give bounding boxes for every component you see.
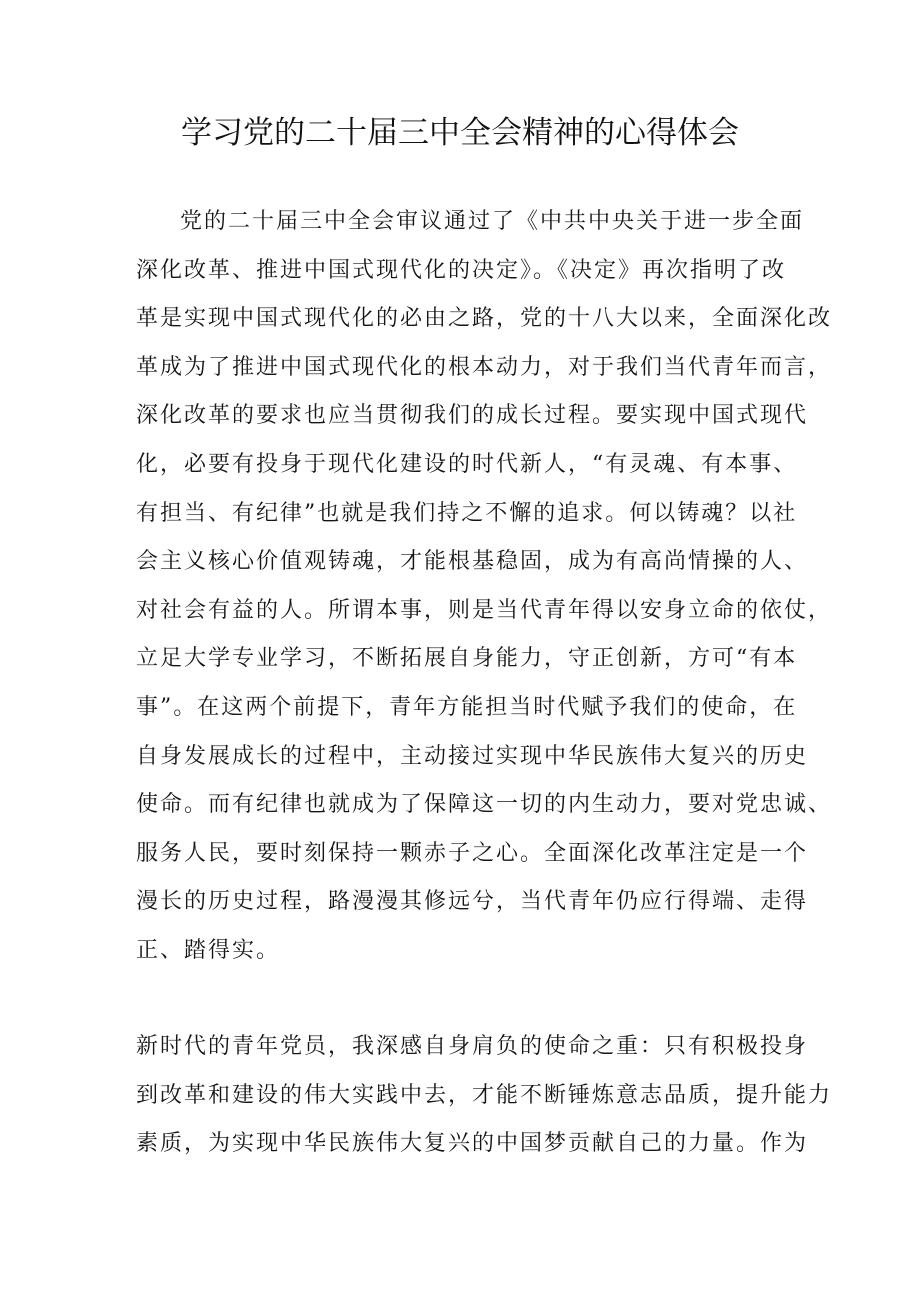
text-line: 对社会有益的人。所谓本事，则是当代青年得以安身立命的依仗， — [136, 597, 833, 623]
text-line: 素质，为实现中华民族伟大复兴的中国梦贡献自己的力量。作为 — [136, 1131, 809, 1157]
text-line: 使命。而有纪律也就成为了保障这一切的内生动力，要对党忠诚、 — [136, 792, 833, 818]
text-line: 立足大学专业学习，不断拓展自身能力，守正创新，方可“有本 — [136, 646, 798, 672]
text-line: 到改革和建设的伟大实践中去，才能不断锤炼意志品质，提升能力 — [136, 1082, 833, 1108]
text-line: 漫长的历史过程，路漫漫其修远兮，当代青年仍应行得端、走得 — [136, 889, 809, 915]
text-line: 革是实现中国式现代化的必由之路，党的十八大以来，全面深化改 — [136, 306, 833, 332]
text-line: 党的二十届三中全会审议通过了《中共中央关于进一步全面 — [180, 209, 805, 234]
text-line: 有担当、有纪律”也就是我们持之不懈的追求。何以铸魂？以社 — [136, 500, 798, 526]
text-line: 深化改革、推进中国式现代化的决定》。《决定》再次指明了改 — [136, 257, 787, 283]
text-line: 化，必要有投身于现代化建设的时代新人，“有灵魂、有本事、 — [136, 451, 798, 477]
text-line: 新时代的青年党员，我深感自身肩负的使命之重：只有积极投身 — [136, 1034, 809, 1059]
document-title: 学习党的二十届三中全会精神的心得体会 — [181, 115, 739, 151]
text-line: 深化改革的要求也应当贯彻我们的成长过程。要实现中国式现代 — [136, 403, 809, 429]
text-line: 事”。在这两个前提下，青年方能担当时代赋予我们的使命，在 — [136, 694, 798, 720]
text-line: 自身发展成长的过程中，主动接过实现中华民族伟大复兴的历史 — [136, 743, 809, 769]
text-line: 革成为了推进中国式现代化的根本动力，对于我们当代青年而言， — [136, 354, 833, 380]
text-line: 服务人民，要时刻保持一颗赤子之心。全面深化改革注定是一个 — [136, 840, 809, 866]
paragraph-1 — [136, 198, 833, 976]
text-line: 正、踏得实。 — [136, 937, 281, 963]
text-line: 会主义核心价值观铸魂，才能根基稳固，成为有高尚情操的人、 — [136, 549, 809, 575]
paragraph-2 — [136, 1023, 833, 1169]
